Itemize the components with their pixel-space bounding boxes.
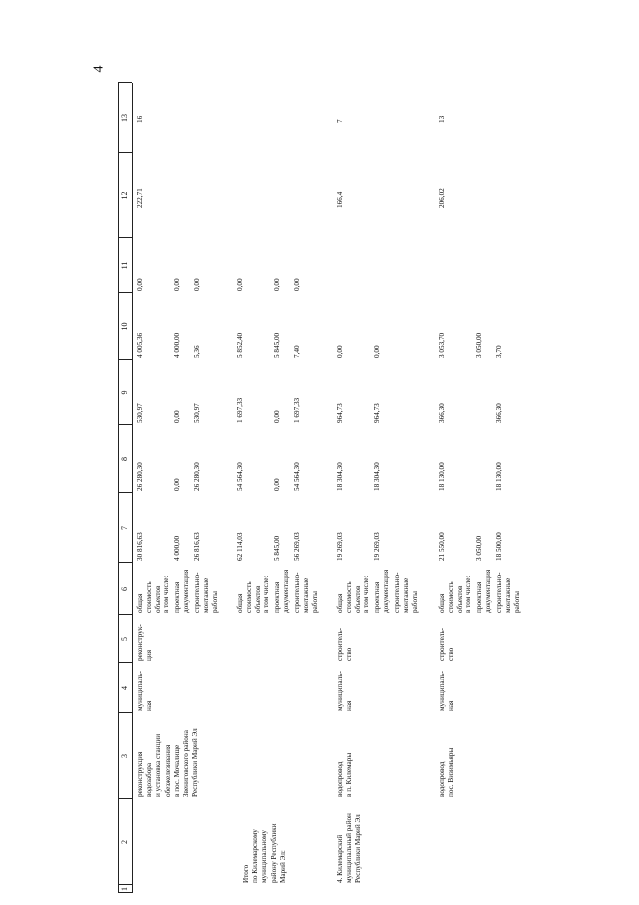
row-breakdown-item: в том числе:	[262, 575, 270, 613]
value-cell: 3,70	[495, 345, 503, 358]
value-cell: 0,00	[173, 278, 181, 291]
value-cell: 5 852,40	[236, 332, 244, 358]
row-ownership: муниципаль- ная	[438, 671, 456, 711]
value-cell: 4 000,00	[173, 332, 181, 358]
row-breakdown-item: общая стоимость объектов	[136, 581, 163, 613]
value-cell: 18 130,00	[495, 462, 503, 491]
row-ownership: муниципаль- ная	[336, 671, 354, 711]
value-cell: 30 816,63	[136, 532, 144, 561]
value-cell: 4 000,00	[173, 535, 181, 561]
row-work-type: строитель- ство	[438, 627, 456, 661]
value-cell: 0,00	[293, 278, 301, 291]
row-count: 13	[438, 115, 446, 123]
value-cell: 18 304,30	[373, 462, 381, 491]
value-cell: 530,97	[193, 403, 201, 423]
page-number: 4	[91, 65, 107, 73]
row-breakdown-item: строительно- монтажные работы	[193, 572, 220, 613]
row-district-label: Итого по Килемарскому муниципальному району Республики Марий Эл:	[242, 823, 287, 883]
value-cell: 18 130,00	[438, 462, 446, 491]
value-cell: 5,36	[193, 345, 201, 358]
row-breakdown-item: проектная документация	[373, 569, 391, 613]
column-header-11: 11	[120, 261, 129, 270]
value-cell: 0,00	[273, 410, 281, 423]
column-header-1: 1	[120, 887, 129, 891]
row-capacity: 222,71	[136, 188, 144, 208]
value-cell: 964,73	[336, 403, 344, 423]
value-cell: 964,73	[373, 403, 381, 423]
value-cell: 4 005,36	[136, 332, 144, 358]
row-count: 16	[136, 115, 144, 123]
value-cell: 0,00	[273, 478, 281, 491]
row-breakdown-item: строительно- монтажные работы	[293, 572, 320, 613]
row-breakdown-item: проектная документация	[173, 569, 191, 613]
rotated-content	[118, 83, 528, 893]
row-ownership: муниципаль- ная	[136, 671, 154, 711]
row-breakdown-item: проектная документация	[273, 569, 291, 613]
row-capacity: 206,02	[438, 188, 446, 208]
column-header-10: 10	[120, 322, 129, 331]
value-cell: 1 697,33	[236, 397, 244, 423]
value-cell: 26 280,30	[193, 462, 201, 491]
column-header-3: 3	[120, 754, 129, 758]
value-cell: 3 050,00	[475, 535, 483, 561]
column-header-4: 4	[120, 686, 129, 690]
column-header-6: 6	[120, 587, 129, 591]
value-cell: 0,00	[193, 278, 201, 291]
value-cell: 1 697,33	[293, 397, 301, 423]
value-cell: 0,00	[173, 478, 181, 491]
row-breakdown-item: строительно- монтажные работы	[393, 572, 420, 613]
value-cell: 0,00	[136, 278, 144, 291]
value-cell: 0,00	[173, 410, 181, 423]
row-breakdown-item: в том числе:	[362, 575, 370, 613]
row-object-name: водопровод в п. Килемары	[336, 752, 354, 797]
value-cell: 0,00	[273, 278, 281, 291]
value-cell: 19 269,03	[373, 532, 381, 561]
value-cell: 530,97	[136, 403, 144, 423]
value-cell: 0,00	[373, 345, 381, 358]
column-header-12: 12	[120, 191, 129, 200]
value-cell: 7,40	[293, 345, 301, 358]
row-breakdown-item: общая стоимость объектов	[236, 581, 263, 613]
value-cell: 0,00	[236, 278, 244, 291]
value-cell: 5 845,00	[273, 332, 281, 358]
row-object-name: водопровод пос. Визимьяры	[438, 747, 456, 797]
value-cell: 3 050,00	[475, 332, 483, 358]
row-breakdown-item: общая стоимость объектов	[438, 581, 465, 613]
column-header-13: 13	[120, 114, 129, 122]
row-count: 7	[336, 119, 344, 123]
value-cell: 26 280,30	[136, 462, 144, 491]
value-cell: 366,30	[438, 403, 446, 423]
row-district-label: 4. Килемарский муниципальный район Республики Марий Эл	[336, 813, 363, 883]
row-breakdown-item: проектная документация	[475, 569, 493, 613]
row-work-type: реконструк- ция	[136, 624, 154, 661]
column-header-2: 2	[120, 840, 129, 844]
value-cell: 5 845,00	[273, 535, 281, 561]
value-cell: 19 269,03	[336, 532, 344, 561]
row-object-name: реконструкция водозабора и установка станции обезжелезивания в пос. Мочалище Звениговского района Республики Марий Эл	[136, 728, 200, 797]
row-capacity: 166,4	[336, 191, 344, 208]
row-breakdown-item: в том числе:	[162, 575, 170, 613]
row-breakdown-item: строительно- монтажные работы	[495, 572, 522, 613]
value-cell: 62 114,03	[236, 532, 244, 561]
value-cell: 26 816,63	[193, 532, 201, 561]
column-header-8: 8	[120, 457, 129, 461]
value-cell: 3 053,70	[438, 332, 446, 358]
value-cell: 18 304,30	[336, 462, 344, 491]
value-cell: 366,30	[495, 403, 503, 423]
column-header-5: 5	[120, 637, 129, 641]
table-header-rule	[132, 83, 133, 893]
value-cell: 18 500,00	[495, 532, 503, 561]
data-table	[118, 83, 528, 893]
column-header-9: 9	[120, 390, 129, 395]
row-work-type: строитель- ство	[336, 627, 354, 661]
row-breakdown-item: общая стоимость объектов	[336, 581, 363, 613]
value-cell: 56 269,03	[293, 532, 301, 561]
column-header-7: 7	[120, 526, 129, 530]
row-breakdown-item: в том числе:	[464, 575, 472, 613]
value-cell: 54 564,30	[293, 462, 301, 491]
value-cell: 21 550,00	[438, 532, 446, 561]
value-cell: 54 564,30	[236, 462, 244, 491]
value-cell: 0,00	[336, 345, 344, 358]
